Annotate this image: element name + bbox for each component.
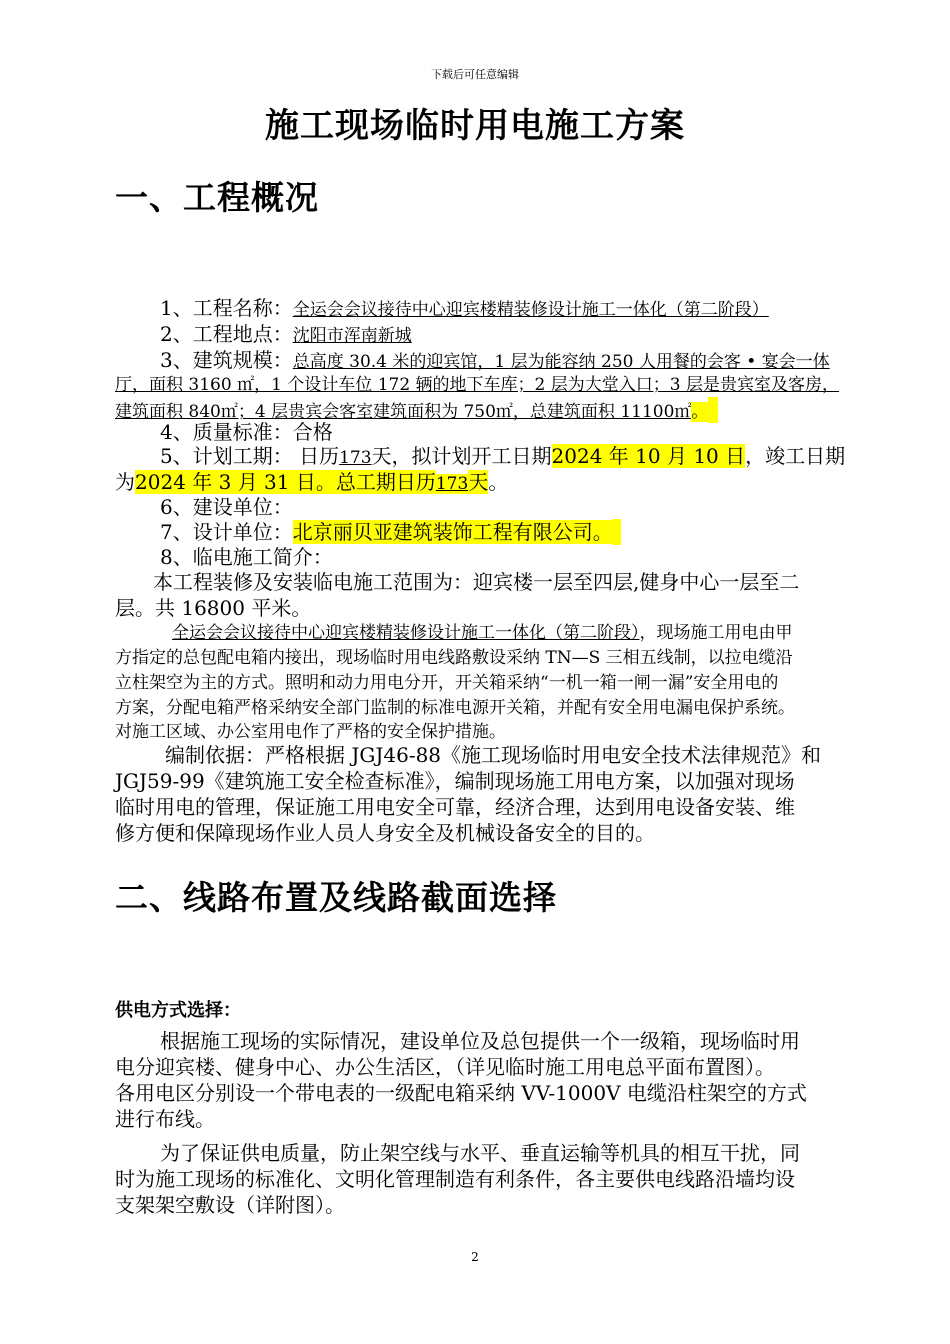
item-3-line1: 总高度 30.4 米的迎宾馆，1 层为能容纳 250 人用餐的会客 • 宴会一体 [292, 352, 830, 372]
item-7 [115, 519, 930, 545]
item-3-end: 。 [691, 402, 709, 422]
item-3-label: 3、建筑规模： [160, 348, 293, 372]
p1-line4: 进行布线。 [115, 1107, 215, 1131]
item-4 [115, 419, 930, 445]
item-3-line2: 厅，面积 3160 ㎡，1 个设计车位 172 辆的地下车库；2 层为大堂入口；3 层是贵宾室及客房， [115, 375, 839, 395]
p2-line1: 为了保证供电质量，防止架空线与水平、垂直运输等机具的相互干扰，同 [160, 1141, 800, 1165]
intro-line5: 对施工区域、办公室用电作了严格的安全保护措施。 [115, 722, 506, 742]
item-2-value: 沈阳市浑南新城 [292, 326, 412, 346]
item-2-label: 2、工程地点： [160, 322, 293, 346]
scope-line1: 本工程装修及安装临电施工范围为：迎宾楼一层至四层,健身中心一层至二 [153, 570, 800, 594]
item-5-start-date: 2024 年 10 月 10 日 [551, 444, 746, 468]
basis-line3: 临时用电的管理，保证施工用电安全可靠，经济合理，达到用电设备安装、维 [115, 795, 795, 819]
intro-line2: 方指定的总包配电箱内接出，现场临时用电线路敷设采纳 TN—S 三相五线制，以拉电缆沿 [115, 648, 793, 668]
item-7-value: 北京丽贝亚建筑装饰工程有限公司。 [292, 520, 613, 544]
section1-heading: 一、工程概况 [115, 178, 319, 217]
intro-line3: 立柱架空为主的方式。照明和动力用电分开，开关箱采纳“一机一箱一闸一漏”安全用电的 [115, 673, 779, 693]
item-4-value: 合格 [292, 420, 333, 444]
item-8: 8、临电施工简介： [160, 545, 333, 569]
item-1-label: 1、工程名称： [160, 296, 293, 320]
item-5-a: 5、计划工期： 日历 [160, 444, 340, 468]
item-5-days2: 173 [435, 474, 469, 494]
intro-line1 [115, 620, 942, 646]
intro-line1-rest: ，现场施工用电由甲 [639, 623, 793, 643]
item-5 [115, 443, 930, 471]
item-5-f: 。 [488, 470, 509, 494]
intro-project-name: 全运会会议接待中心迎宾楼精装修设计施工一体化（第二阶段） [172, 623, 640, 643]
basis-line2: JGJ59-99《建筑施工安全检查标准》，编制现场施工用电方案，以加强对现场 [115, 769, 795, 793]
item-4-label: 4、质量标准： [160, 420, 293, 444]
basis-line4: 修方便和保障现场作业人员人身安全及机械设备安全的目的。 [115, 821, 655, 845]
p2-line2: 时为施工现场的标准化、文明化管理制造有利条件，各主要供电线路沿墙均设 [115, 1167, 795, 1191]
p1-line3: 各用电区分别设一个带电表的一级配电箱采纳 VV-1000V 电缆沿柱架空的方式 [115, 1081, 807, 1105]
intro-line4: 方案，分配电箱严格采纳安全部门监制的标准电源开关箱，并配有安全用电漏电保护系统。 [115, 698, 795, 718]
p1-line2: 电分迎宾楼、健身中心、办公生活区，（详见临时施工用电总平面布置图）。 [115, 1055, 775, 1079]
item-2 [115, 321, 930, 349]
document-title: 施工现场临时用电施工方案 [265, 106, 685, 146]
scope-line2: 层。共 16800 平米。 [115, 596, 312, 620]
item-3 [115, 347, 930, 375]
p1-line1: 根据施工现场的实际情况，建设单位及总包提供一个一级箱，现场临时用 [160, 1029, 800, 1053]
item-3-line3: 建筑面积 840㎡；4 层贵宾会客室建筑面积为 750㎡，总建筑面积 11100㎡ [115, 402, 692, 422]
p2-line3: 支架架空敷设（详附图）。 [115, 1193, 345, 1217]
item-7-label: 7、设计单位： [160, 520, 293, 544]
header-note: 下载后可任意编辑 [431, 68, 519, 81]
section2-subheading: 供电方式选择： [115, 1000, 241, 1021]
item-6: 6、建设单位： [160, 495, 293, 519]
item-5-d: 为 [115, 470, 135, 494]
basis-line1: 编制依据：严格根据 JGJ46-88《施工现场临时用电安全技术法律规范》和 [165, 743, 822, 767]
item-5-b: 天，拟计划开工日期 [371, 444, 552, 468]
item-5-cont [115, 469, 885, 497]
item-5-days: 173 [339, 448, 372, 468]
section2-heading: 二、线路布置及线路截面选择 [115, 878, 557, 917]
item-1-value: 全运会会议接待中心迎宾楼精装修设计施工一体化（第二阶段） [292, 300, 769, 320]
page-number: 2 [471, 1250, 479, 1264]
item-5-c: ，竣工日期 [745, 444, 846, 468]
item-1 [115, 295, 930, 323]
item-5-e: 天 [468, 470, 489, 494]
item-5-end-date: 2024 年 3 月 31 日。总工期日历 [135, 470, 436, 494]
